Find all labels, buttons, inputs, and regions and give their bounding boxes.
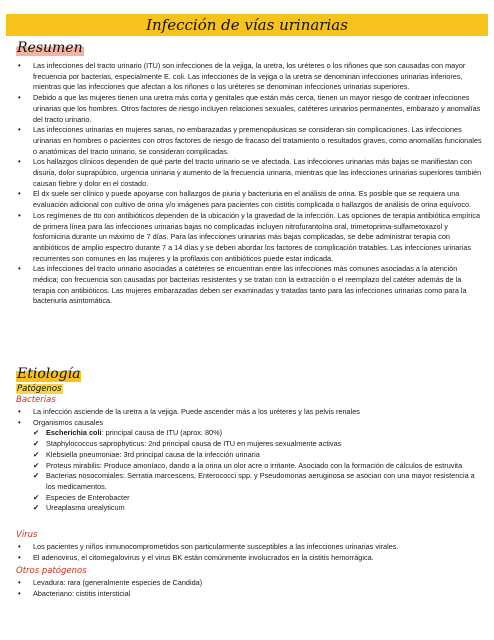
list-item: • El adenovirus, el citomegalovirus y el virus BK están comúnmente involucrados en la cistitis hemorrágica. [16, 553, 482, 564]
list-item: • Los regímenes de tto con antibióticos dependen de la ubicación y la gravedad de la infección. Las opciones de terapia antibiótica empírica de primera línea para las infecciones urinarias bajas no complicadas incluyen nitrofurantoína oral, trimetoprima-sulfametoxazol y fosfomicina durante un máximo de 7 días. Para las infecciones urinarias más bajas complicadas, se debe administrar terapia con antibióticos de amplio espectro durante 7 a 14 días y se deben abordar los factores de complicación tratables. Las infecciones urinarias recurrentes son comunes en las mujeres y la profilaxis con antibióticos puede estar indicada. [16, 211, 482, 265]
checklist-item: ✔ Ureaplasma urealyticum [33, 503, 482, 514]
checklist-item: ✔ Staphylococcus saprophyticus: 2nd principal causa de ITU en mujeres sexualmente activas [33, 439, 482, 450]
otros-list [16, 578, 482, 599]
list-item: • Levadura: rara (generalmente especies de Candida) [16, 578, 482, 589]
list-item: • El dx suele ser clínico y puede apoyarse con hallazgos de piuria y bacteriuria en el análisis de orina. Es posible que se requiera una evaluación adicional con cultivo de orina y/o imágenes para pacientes con cistitis complicada o hallazgos de análisis de orina equívoco. [16, 189, 482, 210]
list-item [16, 418, 482, 514]
virus-list [16, 542, 482, 563]
list-item: • Los hallazgos clínicos dependen de qué parte del tracto urinario se ve afectada. Las infecciones urinarias más bajas se manifiestan con disuria, dolor suprapúbico, urgencia urinaria y aumento de la frecuencia urinaria, mientras que las infecciones urinarias superiores también causan fiebre y dolor en el costado. [16, 157, 482, 189]
checklist-item [33, 428, 482, 439]
checklist-item: ✔ Bacterias nosocomiales: Serratia marcescens, Enterococci spp. y Pseudomonas aeruginosa se asocian con una mayor resistencia a los medicamentos. [33, 471, 482, 492]
otros-patogenos-subheading: Otros patógenos [16, 566, 87, 576]
list-item: • Abacteriano: cistitis intersticial [16, 589, 482, 600]
title-banner [6, 14, 488, 36]
resumen-heading: Resumen [17, 40, 83, 56]
list-item-label: Organismos causales [33, 417, 104, 427]
checklist-item: ✔ Klebsiella pneumoniae: 3rd principal causa de la infección urinaria [33, 450, 482, 461]
list-item: • Las infecciones urinarias en mujeres sanas, no embarazadas y premenopáusicas se consideran sin complicaciones. Las infecciones urinarias en hombres o pacientes con otros factores de riesgo de fracaso del tratamiento o resultados graves, como anomalías funcionales o anatómicas del tracto urinario, se consideran complicadas. [16, 125, 482, 157]
checklist-item: ✔ Proteus mirabilis: Produce amoníaco, dando a la orina un olor acre o irritante. Asociado con la formación de cálculos de estruvita [33, 461, 482, 472]
page-title: Infección de vías urinarias [146, 16, 348, 34]
list-item: • Las infecciones del tracto urinario (ITU) son infecciones de la vejiga, la uretra, los uréteres o los riñones que son causadas con mayor frecuencia por bacterias, especialmente E. coli. Las infecciones de la vejiga o la uretra se denominan infecciones urinarias inferiores, mientras que las infecciones que afectan a los riñones o los uréteres se denominan infecciones urinarias superiores. [16, 61, 482, 93]
list-item: • Las infecciones del tracto urinario asociadas a catéteres se encuentran entre las infecciones más comunes asociadas a la atención médica; con frecuencia son causadas por bacterias resistentes y se tratan con la extracción o el reemplazo del catéter además de la terapia con antibióticos. Las mujeres embarazadas deben ser examinadas y tratadas tanto para las infecciones urinarias como para la bacteriuria asintomática. [16, 264, 482, 307]
bacterias-subheading: Bacterias [16, 395, 56, 405]
organismos-list [33, 428, 482, 514]
patogenos-subheading: Patógenos [17, 384, 62, 394]
list-item: • La infección asciende de la uretra a la vejiga. Puede ascender más a los uréteres y las pelvis renales [16, 407, 482, 418]
organism-name: Escherichia coli [46, 428, 102, 438]
bacterias-list [16, 407, 482, 514]
list-item: • Debido a que las mujeres tienen una uretra más corta y genitales que están más cerca, tienen un mayor riesgo de contraer infecciones urinarias que los hombres. Otros factores de riesgo incluyen relaciones sexuales, catéteres urinarios permanentes, embarazo y anomalías del tracto urinario. [16, 93, 482, 125]
list-item: • Los pacientes y niños inmunocomprometidos son particularmente susceptibles a las infecciones urinarias virales. [16, 542, 482, 553]
organism-description: : principal causa de ITU (aprox. 80%) [101, 428, 223, 438]
checklist-item: ✔ Especies de Enterobacter [33, 493, 482, 504]
virus-subheading: Virus [16, 530, 38, 540]
resumen-list [16, 61, 482, 307]
etiologia-heading: Etiología [17, 366, 81, 382]
